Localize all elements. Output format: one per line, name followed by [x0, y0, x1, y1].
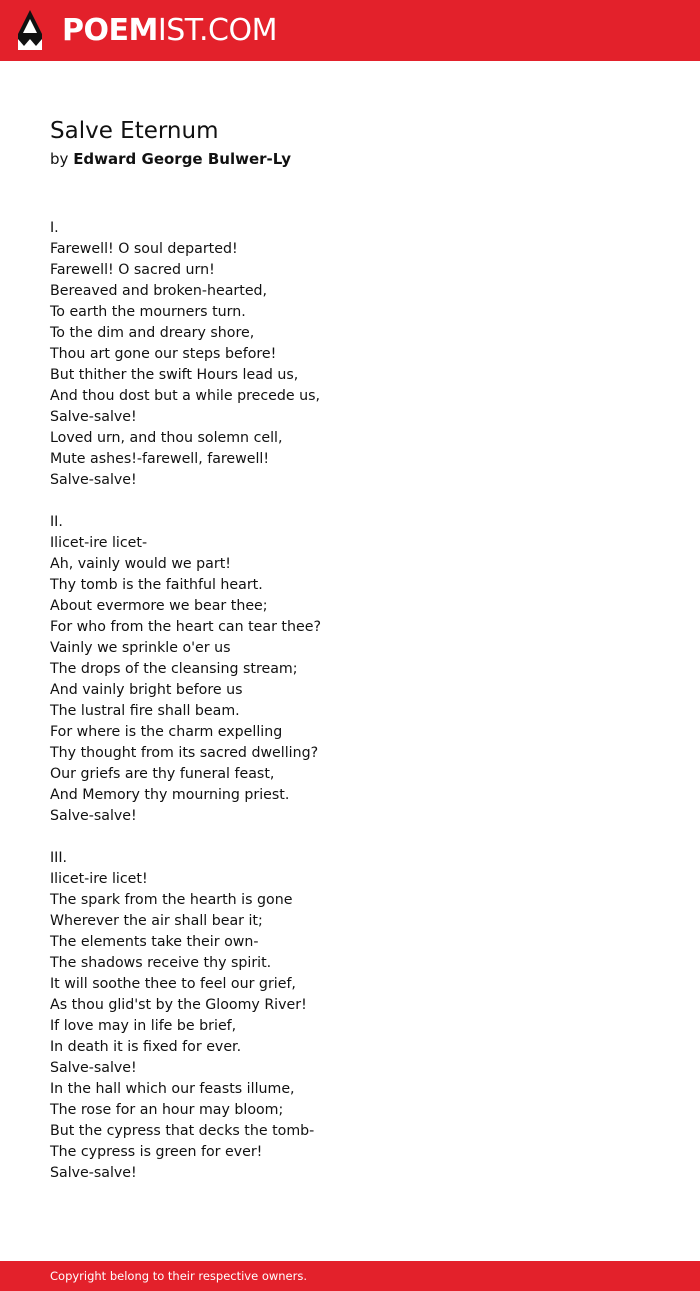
poem-line: Salve-salve! — [50, 1060, 137, 1076]
poem-line: Loved urn, and thou solemn cell, — [50, 430, 283, 446]
poem-line: The cypress is green for ever! — [50, 1144, 263, 1160]
poem-line: And thou dost but a while precede us, — [50, 388, 321, 404]
poem-line: In death it is fixed for ever. — [50, 1039, 242, 1055]
poem-line: Farewell! O sacred urn! — [50, 262, 215, 278]
poem-line: I. — [50, 220, 59, 236]
poem-body — [50, 218, 650, 1205]
poem-line: Our griefs are thy funeral feast, — [50, 766, 275, 782]
poem-line: It will soothe thee to feel our grief, — [50, 976, 296, 992]
logo-text-light: IST.COM — [157, 13, 277, 48]
poem-line: Vainly we sprinkle o'er us — [50, 640, 231, 656]
poem-line: The elements take their own- — [50, 934, 259, 950]
poem-line: II. — [50, 514, 63, 530]
poem-line: Ilicet-ire licet- — [50, 535, 148, 551]
copyright-notice: Copyright belong to their respective owners. — [50, 1269, 308, 1283]
by-label: by — [50, 150, 69, 168]
poem-stanza — [50, 848, 650, 1184]
poem-line: The shadows receive thy spirit. — [50, 955, 272, 971]
site-footer — [0, 1261, 700, 1291]
poem-stanza — [50, 218, 650, 491]
site-logo[interactable] — [62, 11, 277, 51]
poem-line: Farewell! O soul departed! — [50, 241, 238, 257]
poem-line: As thou glid'st by the Gloomy River! — [50, 997, 307, 1013]
pencil-icon — [18, 10, 42, 50]
poem-line: To the dim and dreary shore, — [50, 325, 255, 341]
poem-line: To earth the mourners turn. — [50, 304, 246, 320]
poem-line: Thou art gone our steps before! — [50, 346, 277, 362]
poem-line: For who from the heart can tear thee? — [50, 619, 321, 635]
poem-line: In the hall which our feasts illume, — [50, 1081, 295, 1097]
poem-line: Salve-salve! — [50, 409, 137, 425]
poem-line: If love may in life be brief, — [50, 1018, 237, 1034]
poem-stanza — [50, 512, 650, 827]
poem-line: The drops of the cleansing stream; — [50, 661, 298, 677]
poem-line: Thy thought from its sacred dwelling? — [50, 745, 319, 761]
poem-line: The spark from the hearth is gone — [50, 892, 293, 908]
poem-line: But the cypress that decks the tomb- — [50, 1123, 315, 1139]
poem-line: But thither the swift Hours lead us, — [50, 367, 299, 383]
poem-line: Salve-salve! — [50, 1165, 137, 1181]
author-name: Edward George Bulwer-Ly — [73, 150, 292, 168]
poem-line: Ilicet-ire licet! — [50, 871, 148, 887]
poem-line: Wherever the air shall bear it; — [50, 913, 263, 929]
byline — [50, 148, 291, 170]
logo-text-bold: POEM — [62, 13, 158, 48]
poem-line: Salve-salve! — [50, 472, 137, 488]
poem-line: About evermore we bear thee; — [50, 598, 268, 614]
poem-line: Ah, vainly would we part! — [50, 556, 231, 572]
poem-line: The lustral fire shall beam. — [50, 703, 240, 719]
poem-line: For where is the charm expelling — [50, 724, 283, 740]
poem-line: The rose for an hour may bloom; — [50, 1102, 284, 1118]
poem-title: Salve Eternum — [50, 118, 219, 144]
poem-line: Mute ashes!-farewell, farewell! — [50, 451, 270, 467]
poem-line: Bereaved and broken-hearted, — [50, 283, 268, 299]
poem-line: And Memory thy mourning priest. — [50, 787, 290, 803]
site-header — [0, 0, 700, 61]
poem-line: Thy tomb is the faithful heart. — [50, 577, 263, 593]
poem-line: And vainly bright before us — [50, 682, 243, 698]
poem-line: III. — [50, 850, 68, 866]
poem-line: Salve-salve! — [50, 808, 137, 824]
